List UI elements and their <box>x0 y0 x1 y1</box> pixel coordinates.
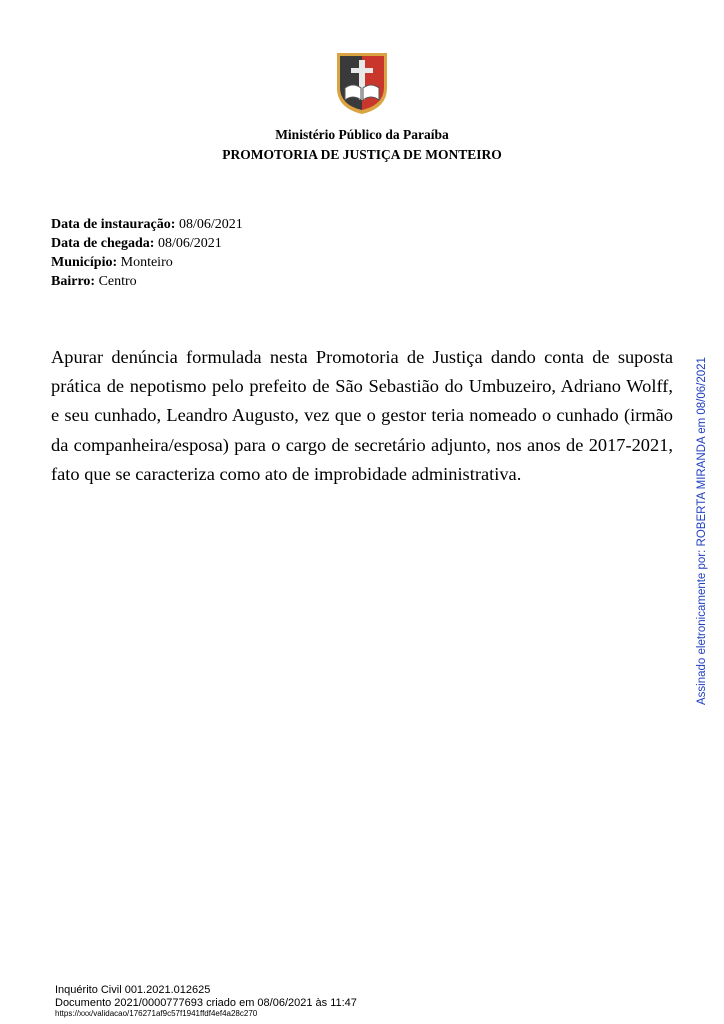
inquiry-number: Inquérito Civil 001.2021.012625 <box>55 984 211 996</box>
field-value: 08/06/2021 <box>157 236 222 251</box>
document-footer <box>55 984 357 1019</box>
field-value: Monteiro <box>120 255 173 270</box>
field-label: Bairro: <box>51 274 96 289</box>
field-label: Data de chegada: <box>51 236 155 251</box>
field-municipio <box>51 253 243 272</box>
complaint-description: Apurar denúncia formulada nesta Promotoria de Justiça dando conta de suposta prática de nepotismo pelo prefeito de São Sebastião do Umbuzeiro, Adriano Wolff, e seu cunhado, Leandro Augusto, vez que o gestor teria nomeado o cunhado (irmão da companheira/esposa) para o cargo de secretário adjunto, nos anos de 2017-2021, fato que se caracteriza como ato de improbidade administrativa. <box>51 347 673 484</box>
electronic-signature: Assinado eletronicamente por: ROBERTA MIRANDA em 08/06/2021 <box>696 357 708 705</box>
field-value: Centro <box>98 274 137 289</box>
validation-url: https://xxx/validacao/176271af9c57f1941ffdf4ef4a28c270 <box>55 1009 258 1018</box>
field-value: 08/06/2021 <box>178 217 243 232</box>
field-instauracao <box>51 215 243 234</box>
field-label: Data de instauração: <box>51 217 176 232</box>
document-created: Documento 2021/0000777693 criado em 08/06/2021 às 11:47 <box>55 996 357 1009</box>
case-fields <box>51 215 243 291</box>
field-label: Município: <box>51 255 118 270</box>
ministerio-publico-emblem-icon <box>334 50 390 116</box>
office-name: PROMOTORIA DE JUSTIÇA DE MONTEIRO <box>222 147 502 162</box>
field-chegada <box>51 234 243 253</box>
field-bairro <box>51 272 243 291</box>
institution-name: Ministério Público da Paraíba <box>275 127 449 142</box>
document-header <box>0 125 724 165</box>
